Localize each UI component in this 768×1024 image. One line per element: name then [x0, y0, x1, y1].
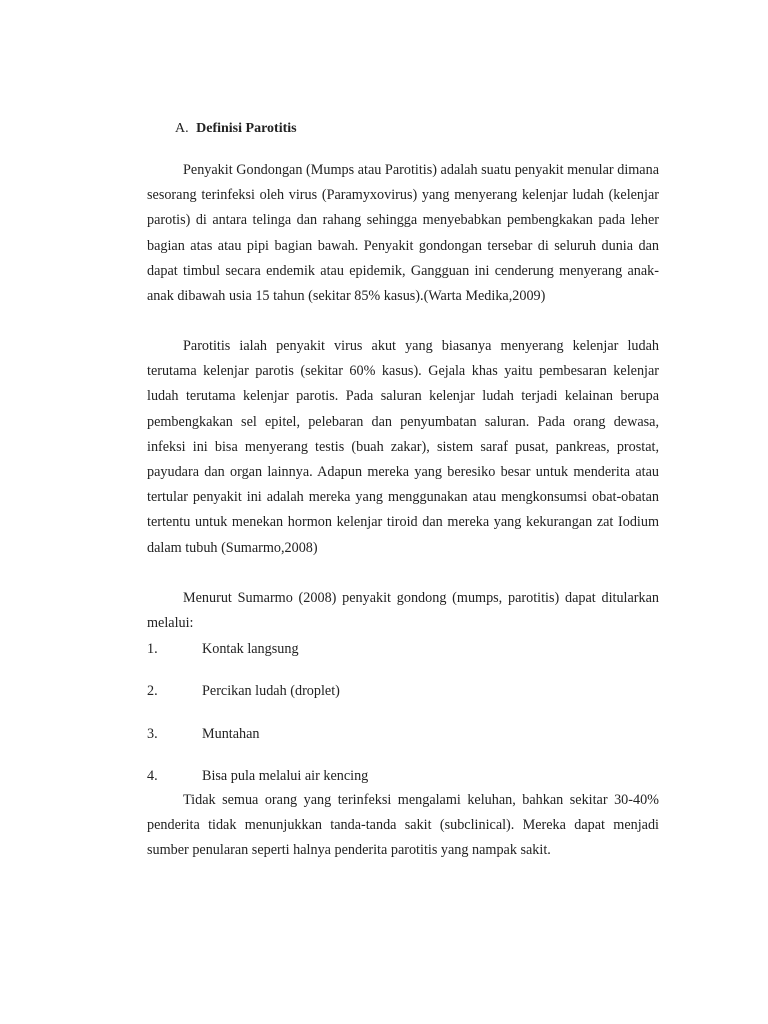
list-marker: 4.	[147, 768, 158, 784]
list-item-text: Muntahan	[202, 726, 260, 742]
list-marker: 2.	[147, 683, 158, 699]
section-number: A.	[175, 121, 189, 136]
list-item	[147, 638, 299, 660]
paragraph-transmission-intro: Menurut Sumarmo (2008) penyakit gondong (mumps, parotitis) dapat ditularkan melalui:	[147, 590, 659, 632]
list-item-text: Bisa pula melalui air kencing	[202, 768, 369, 784]
list-item-text: Percikan ludah (droplet)	[202, 683, 340, 699]
list-item	[147, 680, 340, 702]
paragraph-definition: Penyakit Gondongan (Mumps atau Parotitis) adalah suatu penyakit menular dimana sesorang terinfeksi oleh virus (Paramyxovirus) yang menyerang kelenjar ludah (kelenjar parotis) di antara telinga dan rahang sehingga menyebabkan pembengkakan pada leher bagian atas atau pipi bagian bawah. Penyakit gondongan tersebar di seluruh dunia dan dapat timbul secara endemik atau epidemik, Gangguan ini cenderung menyerang anak-anak dibawah usia 15 tahun (sekitar 85% kasus).(Warta Medika,2009)	[147, 162, 659, 305]
list-item	[147, 723, 260, 745]
list-marker: 1.	[147, 641, 158, 657]
list-item-text: Kontak langsung	[202, 641, 299, 657]
paragraph-subclinical: Tidak semua orang yang terinfeksi mengalami keluhan, bahkan sekitar 30-40% penderita tidak menunjukkan tanda-tanda sakit (subclinical). Mereka dapat menjadi sumber penularan seperti halnya penderita parotitis yang nampak sakit.	[147, 792, 659, 859]
section-title: Definisi Parotitis	[196, 121, 297, 136]
list-item	[147, 765, 368, 787]
paragraph-parotitis-description: Parotitis ialah penyakit virus akut yang biasanya menyerang kelenjar ludah terutama kelenjar parotis (sekitar 60% kasus). Gejala khas yaitu pembesaran kelenjar ludah terutama kelenjar parotis. Pada saluran kelenjar ludah terjadi kelainan berupa pembengkakan sel epitel, pelebaran dan penyumbatan saluran. Pada orang dewasa, infeksi ini bisa menyerang testis (buah zakar), sistem saraf pusat, pankreas, prostat, payudara dan organ lainnya. Adapun mereka yang beresiko besar untuk menderita atau tertular penyakit ini adalah mereka yang menggunakan atau mengkonsumsi obat-obatan tertentu untuk menekan hormon kelenjar tiroid dan mereka yang kekurangan zat Iodium dalam tubuh (Sumarmo,2008)	[147, 338, 659, 556]
section-heading	[175, 118, 297, 140]
list-marker: 3.	[147, 726, 158, 742]
